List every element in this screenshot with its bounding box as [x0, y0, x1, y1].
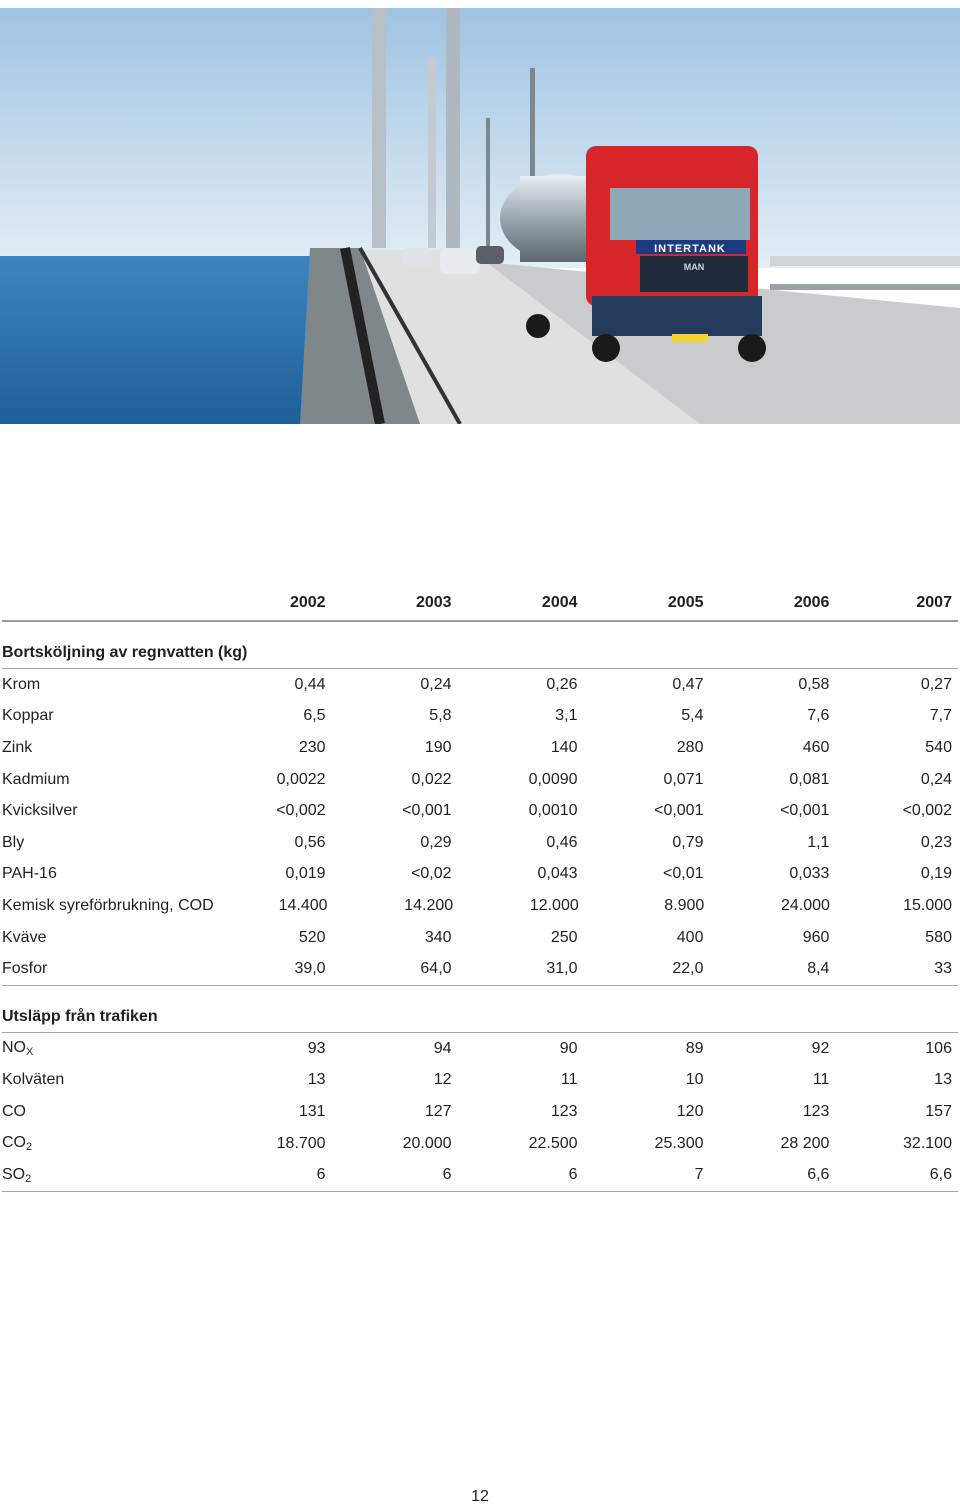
- table-row: [0, 1128, 960, 1160]
- row-label-text: Zink: [2, 738, 33, 756]
- year-header-row: [0, 586, 960, 620]
- table-cell: 6: [442, 1166, 452, 1184]
- table-cell: 94: [433, 1039, 452, 1057]
- table-cell: 0,019: [285, 865, 326, 883]
- row-label-text: Kadmium: [2, 770, 70, 788]
- table-cell: 32.100: [903, 1134, 952, 1152]
- table-cell: 190: [424, 738, 452, 756]
- table-cell: 0,0010: [528, 802, 578, 820]
- table-cell: 0,56: [294, 833, 326, 851]
- table-cell: 20.000: [402, 1134, 452, 1152]
- table-cell: 131: [298, 1102, 326, 1120]
- table-row: [0, 732, 960, 764]
- row-label-text: Koppar: [2, 707, 54, 725]
- table-cell: 0,24: [920, 770, 952, 788]
- row-label: [0, 1134, 200, 1153]
- table-cell: 6,6: [807, 1166, 830, 1184]
- year-header: 2007: [916, 594, 952, 611]
- table-row: [0, 859, 960, 891]
- section-divider: [2, 985, 958, 986]
- table-cell: 0,043: [537, 865, 578, 883]
- table-cell: <0,001: [402, 802, 452, 820]
- table-cell: 280: [676, 738, 704, 756]
- row-label: [0, 676, 200, 694]
- table-cell: 6,6: [929, 1166, 952, 1184]
- table-cell: 5,4: [681, 707, 704, 725]
- section-title-traffic: Utsläpp från trafiken: [2, 1007, 158, 1025]
- table-cell: 7,7: [929, 707, 952, 725]
- table-cell: 120: [676, 1102, 704, 1120]
- table-cell: 14.400: [278, 896, 328, 914]
- table-cell: 0,0022: [276, 770, 326, 788]
- year-header: 2006: [793, 594, 830, 611]
- table-cell: 24.000: [780, 896, 830, 914]
- table-cell: 14.200: [404, 896, 454, 914]
- table-cell: 340: [424, 928, 452, 946]
- table-cell: 580: [925, 928, 952, 946]
- section-traffic-rows: [0, 1033, 960, 1191]
- table-row: [0, 669, 960, 701]
- table-cell: 0,44: [294, 675, 326, 693]
- table-cell: 15.000: [903, 896, 953, 914]
- table-cell: 11: [812, 1071, 830, 1089]
- table-cell: 25.300: [654, 1134, 704, 1152]
- table-cell: <0,01: [663, 865, 704, 883]
- table-cell: 540: [925, 738, 952, 756]
- year-header: 2002: [289, 594, 326, 611]
- table-row: [0, 795, 960, 827]
- row-label-text: PAH-16: [2, 865, 57, 883]
- row-label-text: Krom: [2, 675, 41, 693]
- table-row: [0, 827, 960, 859]
- table-cell: 18.700: [276, 1134, 326, 1152]
- row-label-text: CO: [2, 1134, 26, 1152]
- table-cell: 0,47: [672, 675, 704, 693]
- table-cell: 0,46: [546, 833, 578, 851]
- header-divider: [2, 620, 958, 622]
- table-cell: 123: [802, 1102, 830, 1120]
- row-label-text: SO: [2, 1165, 26, 1183]
- year-header: 2003: [415, 594, 452, 611]
- table-cell: 93: [307, 1039, 326, 1057]
- table-row: [0, 764, 960, 796]
- year-header: 2004: [541, 594, 578, 611]
- row-label-text: Kemisk syreförbrukning, COD: [2, 896, 214, 914]
- table-row: [0, 890, 960, 922]
- row-label: [0, 865, 200, 883]
- table-cell: 13: [307, 1071, 326, 1089]
- row-label-text: Kvicksilver: [2, 802, 78, 820]
- table-cell: 0,26: [546, 675, 578, 693]
- row-label-subscript: 2: [26, 1141, 33, 1154]
- row-label: [0, 1039, 200, 1058]
- table-row: [0, 1159, 960, 1191]
- table-cell: 0,29: [420, 833, 452, 851]
- table-cell: 1,1: [807, 833, 830, 851]
- section-divider: [2, 1191, 958, 1192]
- table-cell: 90: [559, 1039, 578, 1057]
- table-cell: <0,001: [780, 802, 830, 820]
- table-cell: 3,1: [555, 707, 578, 725]
- row-label: [0, 739, 200, 757]
- table-cell: 250: [550, 928, 578, 946]
- table-cell: 8,4: [807, 960, 830, 978]
- row-label-text: CO: [2, 1102, 26, 1120]
- table-cell: 6,5: [303, 707, 326, 725]
- row-label: [0, 1071, 200, 1089]
- row-label-text: Bly: [2, 833, 25, 851]
- emissions-table: [0, 586, 960, 1192]
- table-cell: 11: [560, 1071, 578, 1089]
- table-cell: 8.900: [664, 896, 705, 914]
- table-cell: 460: [802, 738, 830, 756]
- table-cell: 106: [925, 1039, 952, 1057]
- row-label: [0, 802, 200, 820]
- table-cell: 5,8: [429, 707, 452, 725]
- table-cell: 6: [316, 1166, 326, 1184]
- table-cell: 0,071: [663, 770, 704, 788]
- table-cell: 6: [568, 1166, 578, 1184]
- table-cell: 92: [811, 1039, 830, 1057]
- table-cell: 28 200: [780, 1134, 830, 1152]
- row-label-subscript: X: [26, 1046, 34, 1059]
- table-cell: 64,0: [420, 960, 452, 978]
- row-label: [0, 1103, 200, 1121]
- table-cell: 0,24: [420, 675, 452, 693]
- table-row: [0, 953, 960, 985]
- table-cell: 400: [676, 928, 704, 946]
- table-cell: <0,001: [654, 802, 704, 820]
- row-label-subscript: 2: [25, 1172, 32, 1185]
- table-cell: 0,0090: [528, 770, 578, 788]
- table-cell: 10: [685, 1071, 704, 1089]
- bridge-truck-photo: [0, 8, 960, 424]
- row-label-text: Fosfor: [2, 960, 48, 978]
- table-row: [0, 701, 960, 733]
- table-row: [0, 922, 960, 954]
- table-cell: 33: [934, 960, 952, 978]
- table-cell: 22.500: [528, 1134, 578, 1152]
- table-cell: 0,081: [789, 770, 830, 788]
- row-label: [0, 1166, 200, 1185]
- table-cell: 0,23: [920, 833, 952, 851]
- table-cell: 12.000: [529, 896, 579, 914]
- table-cell: 0,033: [789, 865, 830, 883]
- row-label: [0, 834, 200, 852]
- table-cell: 0,58: [798, 675, 830, 693]
- table-cell: 7,6: [807, 707, 830, 725]
- table-cell: 22,0: [672, 960, 704, 978]
- row-label: [0, 929, 200, 947]
- row-label: [0, 960, 200, 978]
- table-cell: 7: [694, 1166, 704, 1184]
- table-cell: 960: [802, 928, 830, 946]
- table-cell: 127: [424, 1102, 452, 1120]
- table-row: [0, 1065, 960, 1097]
- table-cell: <0,002: [276, 802, 326, 820]
- table-cell: 13: [934, 1071, 952, 1089]
- section-title-rainwater: Bortsköljning av regnvatten (kg): [2, 644, 248, 661]
- row-label: [0, 707, 200, 725]
- row-label-text: Kväve: [2, 928, 47, 946]
- table-cell: 0,19: [920, 865, 952, 883]
- row-label-text: NO: [2, 1039, 26, 1057]
- table-row: [0, 1096, 960, 1128]
- row-label: [0, 896, 214, 915]
- table-cell: 230: [298, 738, 326, 756]
- table-cell: 89: [685, 1039, 704, 1057]
- table-cell: 31,0: [546, 960, 578, 978]
- table-cell: 0,27: [920, 675, 952, 693]
- year-header: 2005: [667, 594, 704, 611]
- page-number: 12: [471, 1488, 489, 1505]
- table-row: [0, 1033, 960, 1065]
- table-cell: 0,022: [411, 770, 452, 788]
- row-label-text: Kolväten: [2, 1071, 65, 1089]
- table-cell: 39,0: [294, 960, 326, 978]
- table-cell: 0,79: [672, 833, 704, 851]
- table-cell: 140: [550, 738, 578, 756]
- truck-brand-text: MAN: [683, 262, 705, 272]
- table-cell: 520: [298, 928, 326, 946]
- table-cell: <0,002: [902, 802, 952, 820]
- section-rainwater-rows: [0, 669, 960, 985]
- truck-sign-text: INTERTANK: [654, 243, 726, 255]
- table-cell: 123: [550, 1102, 578, 1120]
- table-cell: 157: [925, 1102, 952, 1120]
- table-cell: 12: [433, 1071, 452, 1089]
- table-cell: <0,02: [411, 865, 452, 883]
- row-label: [0, 771, 200, 789]
